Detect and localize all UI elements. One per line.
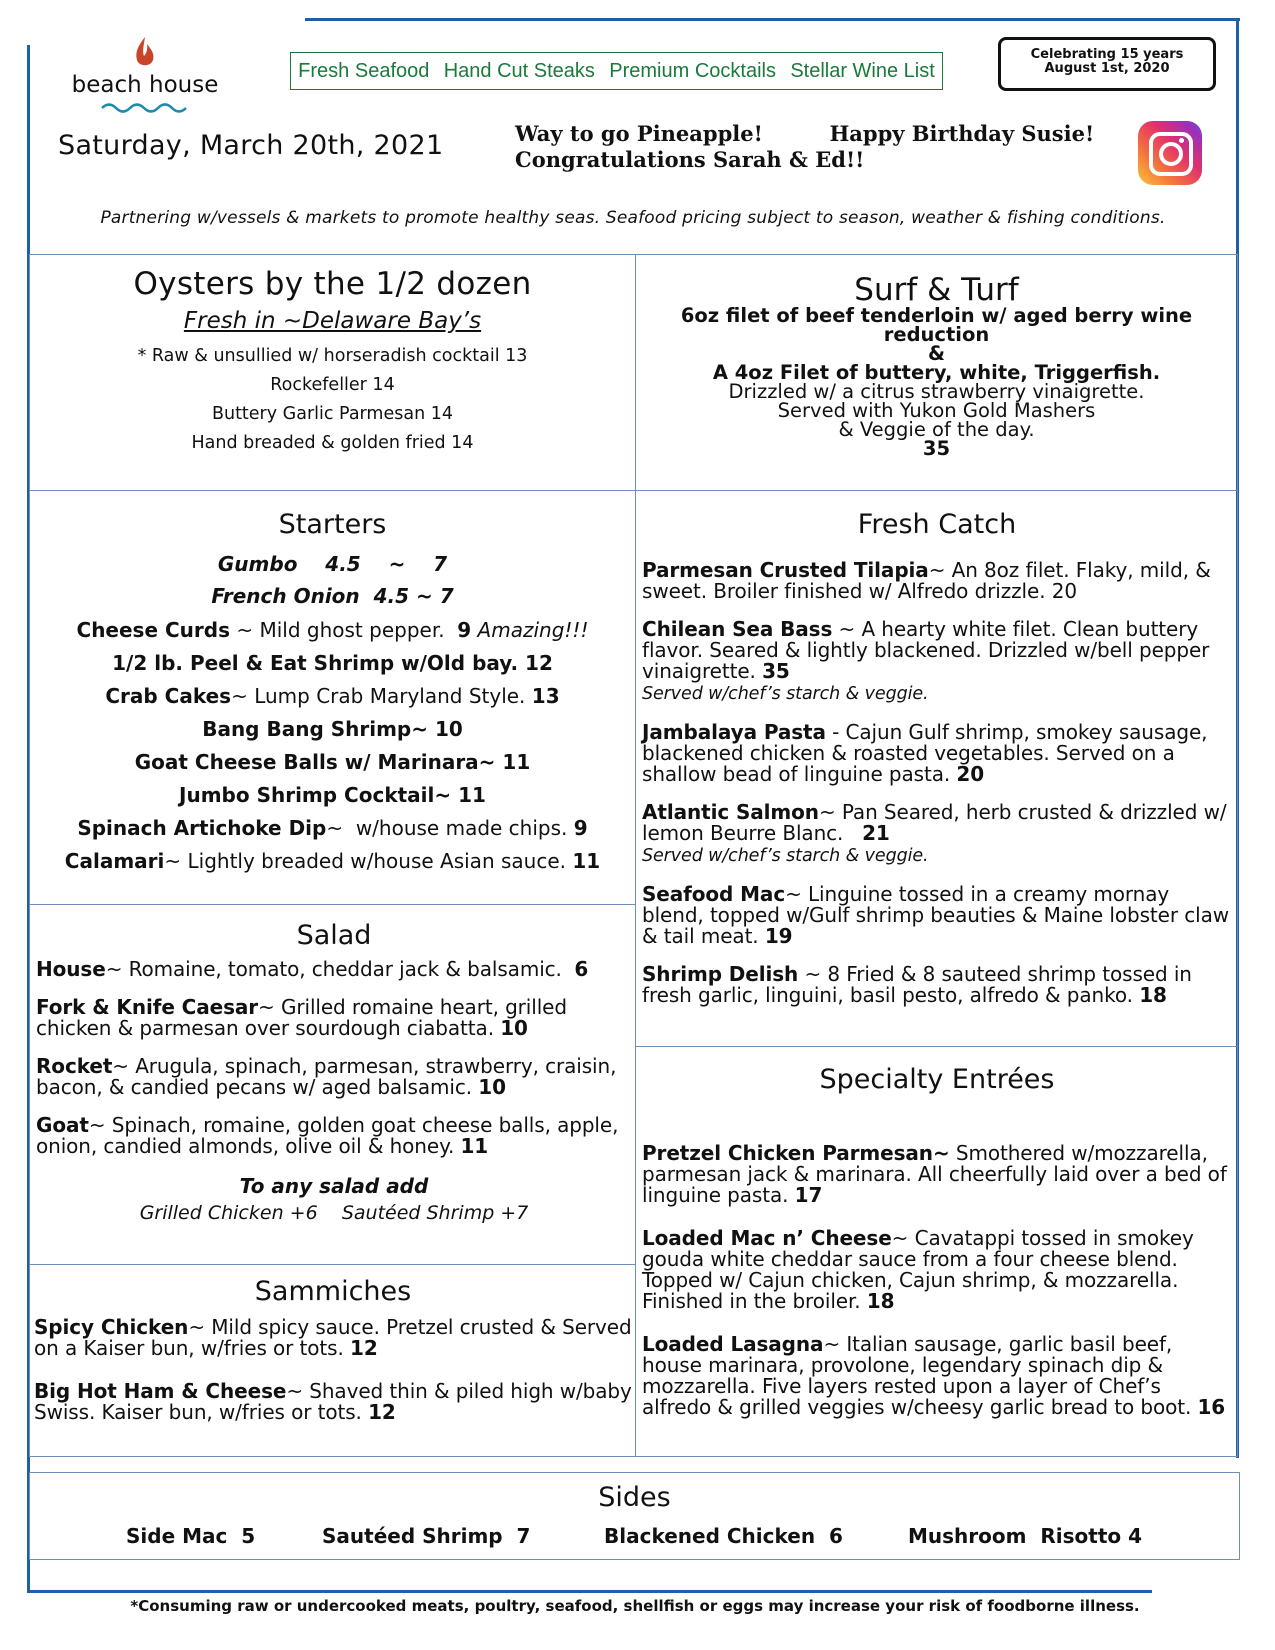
side-item: Side Mac 5 bbox=[126, 1524, 256, 1548]
starter-gumbo: Gumbo 4.5 ~ 7 bbox=[217, 552, 448, 576]
starters-section bbox=[30, 509, 635, 878]
starter-item: Bang Bang Shrimp~ 10 bbox=[202, 717, 463, 741]
sammich-item: Big Hot Ham & Cheese~ Shaved thin & piled high w/baby Swiss. Kaiser bun, w/fries or tots. 12 bbox=[34, 1379, 632, 1424]
starter-item: Spinach Artichoke Dip~ w/house made chips. 9 bbox=[77, 816, 588, 840]
fresh-catch-item: Jambalaya Pasta - Cajun Gulf shrimp, smokey sausage, blackened chicken & roasted vegetables. Served on a shallow bead of linguine pasta. 20 bbox=[642, 720, 1208, 786]
tagline-item: Fresh Seafood bbox=[298, 59, 430, 82]
specialty-item: Pretzel Chicken Parmesan~ Smothered w/mozzarella, parmesan jack & marinara. All cheerfully laid over a bed of linguine pasta. 17 bbox=[642, 1141, 1227, 1207]
shoutout-pineapple: Way to go Pineapple! bbox=[515, 121, 763, 146]
shoutout-birthday: Happy Birthday Susie! bbox=[829, 121, 1095, 146]
specialty-item: Loaded Mac n’ Cheese~ Cavatappi tossed in smokey gouda white cheddar sauce from a four cheese blend. Topped w/ Cajun chicken, Cajun shrimp, & mozzarella. Finished in the broiler. 18 bbox=[642, 1226, 1194, 1313]
fresh-catch-title: Fresh Catch bbox=[857, 509, 1017, 540]
side-item: Mushroom Risotto 4 bbox=[908, 1524, 1143, 1548]
salad-title: Salad bbox=[296, 920, 372, 951]
surf-turf-line: 6oz filet of beef tenderloin w/ aged berry wine reduction bbox=[680, 304, 1193, 346]
oyster-item: Rockefeller 14 bbox=[270, 375, 395, 395]
surf-turf-line: Served with Yukon Gold Mashers bbox=[777, 399, 1096, 422]
side-item: Blackened Chicken 6 bbox=[604, 1524, 843, 1548]
surf-turf-section bbox=[636, 274, 1237, 458]
tagline-item: Premium Cocktails bbox=[609, 59, 776, 82]
salad-add-title: To any salad add bbox=[239, 1174, 429, 1198]
oyster-item: Buttery Garlic Parmesan 14 bbox=[211, 404, 454, 424]
starter-item: Crab Cakes~ Lump Crab Maryland Style. 13 bbox=[105, 684, 560, 708]
oysters-subtitle: Fresh in ~Delaware Bay’s bbox=[183, 308, 482, 334]
starter-item: 1/2 lb. Peel & Eat Shrimp w/Old bay. 12 bbox=[112, 651, 553, 675]
tagline-item: Stellar Wine List bbox=[790, 59, 935, 82]
sammiches-title: Sammiches bbox=[254, 1276, 412, 1307]
wave-icon bbox=[100, 99, 190, 113]
starter-item: Calamari~ Lightly breaded w/house Asian sauce. 11 bbox=[64, 849, 601, 873]
salad-item: House~ Romaine, tomato, cheddar jack & balsamic. 6 bbox=[36, 957, 589, 981]
salad-item: Goat~ Spinach, romaine, golden goat cheese balls, apple, onion, candied almonds, olive oil & honey. 11 bbox=[36, 1113, 619, 1158]
surf-turf-line: A 4oz Filet of buttery, white, Triggerfish. bbox=[712, 361, 1161, 384]
foodborne-disclaimer: *Consuming raw or undercooked meats, poultry, seafood, shellfish or eggs may increase your risk of foodborne illness. bbox=[130, 1597, 1140, 1615]
starter-item: Cheese Curds ~ Mild ghost pepper. 9 Amazing!!! bbox=[76, 618, 589, 642]
sammich-item: Spicy Chicken~ Mild spicy sauce. Pretzel crusted & Served on a Kaiser bun, w/fries or tots. 12 bbox=[34, 1315, 632, 1360]
surf-turf-line: & Veggie of the day. bbox=[838, 418, 1035, 441]
surf-turf-line: & bbox=[927, 342, 945, 365]
surf-turf-price: 35 bbox=[922, 437, 951, 460]
oysters-section bbox=[30, 266, 635, 458]
starters-title: Starters bbox=[278, 509, 387, 540]
fresh-catch-section bbox=[642, 509, 1232, 1023]
fresh-catch-item: Seafood Mac~ Linguine tossed in a creamy mornay blend, topped w/Gulf shrimp beauties & Maine lobster claw & tail meat. 19 bbox=[642, 882, 1229, 948]
anniversary-line1: Celebrating 15 years bbox=[1030, 47, 1184, 62]
fresh-catch-item: Chilean Sea Bass ~ A hearty white filet. Clean buttery flavor. Seared & lightly blackened. Drizzled w/bell pepper vinaigrette. 35 Served w/chef’s starch & veggie. bbox=[642, 617, 1210, 704]
logo bbox=[60, 36, 230, 117]
sides-section bbox=[30, 1482, 1239, 1513]
fresh-catch-item: Parmesan Crusted Tilapia~ An 8oz filet. Flaky, mild, & sweet. Broiler finished w/ Alfredo drizzle. 20 bbox=[642, 558, 1211, 603]
salad-add-items: Grilled Chicken +6 Sautéed Shrimp +7 bbox=[139, 1202, 529, 1224]
starter-french-onion: French Onion 4.5 ~ 7 bbox=[211, 584, 454, 608]
specialty-title: Specialty Entrées bbox=[819, 1064, 1055, 1095]
instagram-icon[interactable] bbox=[1138, 121, 1202, 185]
salad-section bbox=[36, 920, 632, 1224]
oyster-item: * Raw & unsullied w/ horseradish cocktail 13 bbox=[137, 346, 528, 366]
bottom-rule bbox=[27, 1590, 1152, 1593]
sides-title: Sides bbox=[598, 1482, 671, 1513]
shoutouts bbox=[515, 121, 1094, 173]
surf-turf-line: Drizzled w/ a citrus strawberry vinaigrette. bbox=[728, 380, 1145, 403]
specialty-item: Loaded Lasagna~ Italian sausage, garlic basil beef, house marinara, provolone, legendary spinach dip & mozzarella. Five layers rested upon a layer of Chef’s alfredo & grilled veggies w/cheesy garlic bread to boot. 16 bbox=[642, 1332, 1226, 1419]
tagline-box bbox=[290, 52, 943, 90]
fresh-catch-item: Shrimp Delish ~ 8 Fried & 8 sauteed shrimp tossed in fresh garlic, linguini, basil pesto, alfredo & panko. 18 bbox=[642, 962, 1192, 1007]
specialty-section bbox=[642, 1064, 1232, 1435]
salad-item: Fork & Knife Caesar~ Grilled romaine heart, grilled chicken & parmesan over sourdough ciabatta. 10 bbox=[36, 995, 567, 1040]
oysters-title: Oysters by the 1/2 dozen bbox=[133, 266, 532, 302]
starter-item: Jumbo Shrimp Cocktail~ 11 bbox=[179, 783, 486, 807]
instagram-dot bbox=[1179, 138, 1184, 143]
salad-item: Rocket~ Arugula, spinach, parmesan, strawberry, craisin, bacon, & candied pecans w/ aged balsamic. 10 bbox=[36, 1054, 617, 1099]
instagram-lens bbox=[1159, 142, 1183, 166]
oyster-item: Hand breaded & golden fried 14 bbox=[191, 433, 474, 453]
sammiches-section bbox=[34, 1276, 632, 1440]
anniversary-badge bbox=[998, 37, 1216, 91]
brand-name: beach house bbox=[71, 72, 219, 98]
side-item: Sautéed Shrimp 7 bbox=[322, 1524, 531, 1548]
flame-icon bbox=[134, 36, 156, 70]
anniversary-line2: August 1st, 2020 bbox=[1044, 61, 1170, 76]
starter-item: Goat Cheese Balls w/ Marinara~ 11 bbox=[134, 750, 531, 774]
mission-statement: Partnering w/vessels & markets to promote healthy seas. Seafood pricing subject to season, weather & fishing conditions. bbox=[100, 208, 1166, 228]
top-rule bbox=[305, 18, 1240, 21]
tagline-item: Hand Cut Steaks bbox=[443, 59, 595, 82]
menu-date: Saturday, March 20th, 2021 bbox=[58, 130, 444, 161]
surf-turf-title: Surf & Turf bbox=[854, 272, 1019, 308]
fresh-catch-item: Atlantic Salmon~ Pan Seared, herb crusted & drizzled w/ lemon Beurre Blanc. 21 Served w/chef’s starch & veggie. bbox=[642, 800, 1233, 866]
shoutout-congrats: Congratulations Sarah & Ed!! bbox=[515, 147, 865, 172]
